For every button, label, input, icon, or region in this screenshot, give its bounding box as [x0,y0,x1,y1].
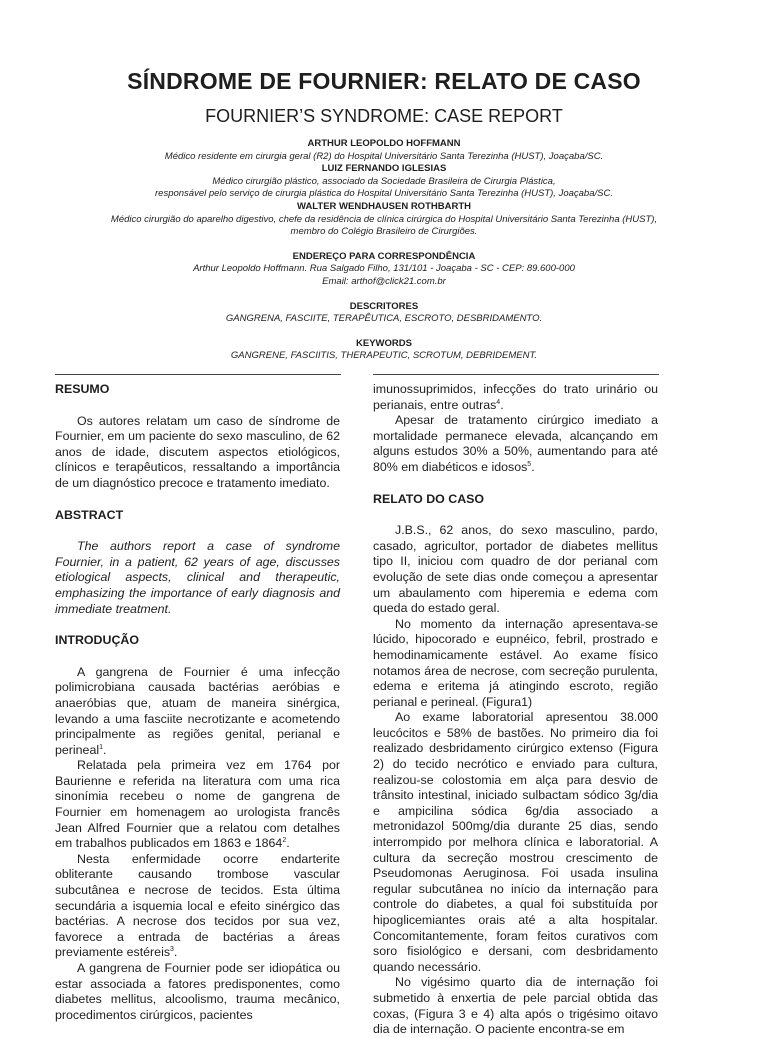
author-name: ARTHUR LEOPOLDO HOFFMANN [307,138,461,149]
resumo-text: Os autores relatam um caso de síndrome de Fournier, em um paciente do sexo masculino, de 62 anos de idade, discutem aspectos etiológicos, clínicos e terapêuticos, ressaltando a importância de um diagnóstico precoce e tratamento imediato. [55,413,340,490]
author-name: LUIZ FERNANDO IGLESIAS [321,163,447,175]
relato-paragraph: J.B.S., 62 anos, do sexo masculino, pardo, casado, agricultor, portador de diabetes mellitus tipo II, iniciou com quadro de dor perianal com evolução de sete dias onde começou a apresentar um abaulamento com hiperemia e edema com queda do estado geral. [373,523,658,616]
descritores-heading: DESCRITORES [349,300,419,312]
keywords-text: GANGRENE, FASCIITIS, THERAPEUTIC, SCROTUM, DEBRIDEMENT. [230,350,538,362]
introducao-paragraph: Relatada pela primeira vez em 1764 por Baurienne e referida na literatura com uma rica sinonímia recebeu o nome de gangrena de Fournier em homenagem ao urologista francês Jean Alfred Fournier que a relatou com detalhes em trabalhos publicados em 1863 e 1864$^2$. [55,758,340,851]
left-column [55,382,340,1023]
right-column-divider [373,374,659,375]
correspondence-heading: ENDEREÇO PARA CORRESPONDÊNCIA [292,250,476,262]
author-affiliation: membro do Colégio Brasileiro de Cirurgiões. [290,226,478,238]
relato-paragraph: Ao exame laboratorial apresentou 38.000 leucócitos e 58% de bastões. No primeiro dia foi realizado desbridamento cirúrgico extenso (Figura 2) do tecido necrótico e enviado para cultura, realizou-se colostomia em alça para desvio de trânsito intestinal, iniciado sulbactam sódico 3g/dia e ampicilina sódica 6g/dia associado a metronidazol 500mg/dia durante 25 dias, sendo interrompido por melhora clínica e laboratorial. A cultura da secreção mostrou crescimento de Pseudomonas Aeruginosa. Foi usada insulina regular subcutânea no início da internação para controle do diabetes, a qual foi substituída por hipoglicemiantes orais até a alta hospitalar. Concomitantemente, foram feitos curativos com soro fisiológico e dersani, com desbridamento quando necessário. [373,710,658,974]
author-block [40,138,728,363]
keywords-heading: KEYWORDS [356,337,412,349]
resumo-heading: RESUMO [55,382,110,396]
introducao-paragraph: A gangrena de Fournier pode ser idiopática ou estar associada a fatores predisponentes, como diabetes mellitus, alcoolismo, trauma mecânico, procedimentos cirúrgicos, pacientes [55,961,340,1022]
paper-subtitle: FOURNIER’S SYNDROME: CASE REPORT [205,106,563,126]
introducao-paragraph: Nesta enfermidade ocorre endarterite obliterante causando trombose vascular subcutânea e necrose de tecidos. Esta última secundária a isquemia local e efeito sinérgico das bactérias. A necrose dos tecidos por sua vez, favorece a entrada de bactérias a áreas previamente estéreis$^3$. [55,851,340,960]
author-affiliation: Médico residente em cirurgia geral (R2) do Hospital Universitário Santa Terezinha (HUST), Joaçaba/SC. [164,150,604,162]
author-affiliation: Médico cirurgião do aparelho digestivo, chefe da residência de clínica cirúrgica do Hospital Universitário Santa Terezinha (HUST), [110,213,658,225]
mortality-paragraph: Apesar de tratamento cirúrgico imediato a mortalidade permanece elevada, alcançando em alguns estudos 30% a 50%, aumentando para até 80% em diabéticos e idosos$^5$. [373,413,658,474]
relato-heading: RELATO DO CASO [373,491,485,506]
continued-paragraph: imunossuprimidos, infecções do trato urinário ou perianais, entre outras$^4$. [373,382,658,412]
paper-title: SÍNDROME DE FOURNIER: RELATO DE CASO [127,68,641,94]
abstract-heading: ABSTRACT [55,507,124,522]
abstract-text: The authors report a case of syndrome Fournier, in a patient, 62 years of age, discusses etiological aspects, clinical and therapeutic, emphasizing the importance of early diagnosis and immediate treatment. [55,539,340,616]
correspondence-address: Arthur Leopoldo Hoffmann. Rua Salgado Filho, 131/101 - Joaçaba - SC - CEP: 89.600-000 [193,263,575,275]
introducao-heading: INTRODUÇÃO [55,633,139,648]
introducao-paragraph: A gangrena de Fournier é uma infecção polimicrobiana causada bactérias aeróbias e anaeróbias que, atuam de maneira sinérgica, levando a uma fasciite necrotizante e acometendo principalmente as regiões genital, perianal e perineal$^1$. [55,664,340,757]
author-name: WALTER WENDHAUSEN ROTHBARTH [297,200,471,212]
author-affiliation: responsável pelo serviço de cirurgia plástica do Hospital Universitário Santa Terezinha (HUST), Joaçaba/SC. [155,188,613,200]
left-column-divider [55,374,341,375]
relato-paragraph: No vigésimo quarto dia de internação foi submetido à enxertia de pele parcial obtida das coxas, (Figura 3 e 4) alta após o trigésimo oitavo dia de internação. O paciente encontra-se em [373,975,658,1037]
descritores-text: GANGRENA, FASCIITE, TERAPÊUTICA, ESCROTO, DESBRIDAMENTO. [225,313,543,325]
author-affiliation: Médico cirurgião plástico, associado da Sociedade Brasileira de Cirurgia Plástica, [212,175,556,187]
correspondence-email: Email: arthof@click21.com.br [322,275,446,287]
relato-paragraph: No momento da internação apresentava-se lúcido, hipocorado e eupnéico, febril, prostrado e hemodinamicamente estável. Ao exame físico notamos área de necrose, com secreção purulenta, edema e eritema já atingindo escroto, região perianal e perineal. (Figura1) [373,616,658,709]
right-column [373,382,658,1038]
